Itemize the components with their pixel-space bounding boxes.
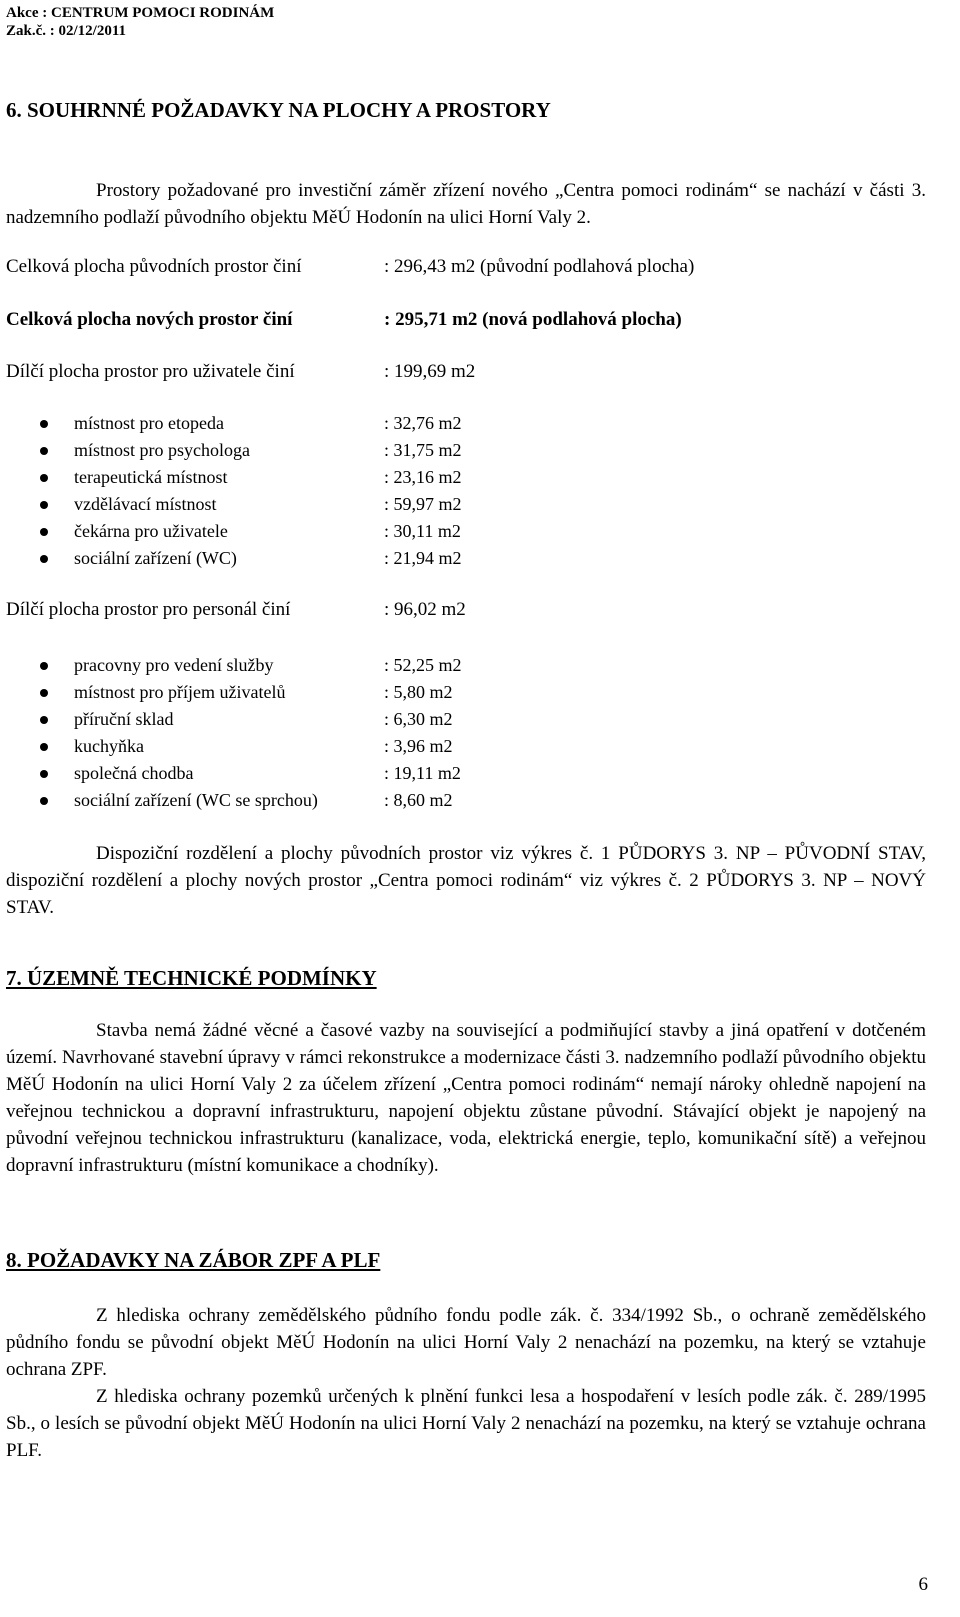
header-line-2: Zak.č. : 02/12/2011 [6, 23, 127, 39]
bullet-icon [40, 501, 48, 509]
bullet-icon [40, 474, 48, 482]
room-area: : 59,97 m2 [384, 494, 462, 514]
room-area: : 31,75 m2 [384, 440, 462, 460]
bullet-icon [40, 689, 48, 697]
room-area: : 52,25 m2 [384, 655, 462, 675]
bullet-icon [40, 528, 48, 536]
section-8-title: 8. POŽADAVKY NA ZÁBOR ZPF A PLF [6, 1248, 381, 1272]
section-8-paragraphs [6, 1302, 926, 1464]
section-8-text-2: Z hlediska ochrany pozemků určených k plnění funkci lesa a hospodaření v lesích podle zák. č. 289/1995 Sb., o lesích se původní objekt MěÚ Hodonín na ulici Horní Valy 2 nenachází na pozemku, na který se vztahuje ochrana PLF. [6, 1386, 926, 1461]
list-item [74, 410, 462, 437]
bullet-icon [40, 420, 48, 428]
room-area: : 8,60 m2 [384, 790, 453, 810]
room-area: : 5,80 m2 [384, 682, 453, 702]
list-item [74, 491, 462, 518]
list-item [74, 652, 462, 679]
room-name: příruční sklad [74, 709, 174, 729]
list-item [74, 464, 462, 491]
room-name: sociální zařízení (WC) [74, 548, 237, 568]
room-area: : 19,11 m2 [384, 763, 461, 783]
section-7-text: Stavba nemá žádné věcné a časové vazby na související a podmiňující stavby a jiná opatření v dotčeném území. Navrhované stavební úpravy v rámci rekonstrukce a modernizace části 3. nadzemního podlaží původního objektu MěÚ Hodonín na ulici Horní Valy 2 za účelem zřízení „Centra pomoci rodinám“ nemají nároky ohledně napojení na veřejnou technickou a dopravní infrastrukturu, napojení objektu zůstane původní. Stávající objekt je napojený na původní veřejnou technickou infrastrukturu (kanalizace, voda, elektrická energie, teplo, komunikační sítě) a veřejnou dopravní infrastrukturu (místní komunikace a chodníky). [6, 1020, 926, 1176]
room-name: společná chodba [74, 763, 194, 783]
list-item [74, 760, 461, 787]
list-item [74, 787, 453, 814]
summary-value-staff: : 96,02 m2 [384, 599, 466, 620]
room-name: terapeutická místnost [74, 467, 228, 487]
list-item [74, 706, 453, 733]
section-6-title: 6. SOUHRNNÉ POŽADAVKY NA PLOCHY A PROSTORY [6, 98, 551, 122]
room-area: : 21,94 m2 [384, 548, 462, 568]
summary-label-new: Celková plocha nových prostor činí [6, 309, 293, 330]
section-8-text-1: Z hlediska ochrany zemědělského půdního fondu podle zák. č. 334/1992 Sb., o ochraně zemědělského půdního fondu se původní objekt MěÚ Hodonín na ulici Horní Valy 2 nenachází na pozemku, na který se vztahuje ochrana ZPF. [6, 1305, 926, 1380]
section-6-intro [6, 177, 926, 231]
bullet-icon [40, 447, 48, 455]
summary-value-original: : 296,43 m2 (původní podlahová plocha) [384, 256, 695, 277]
bullet-icon [40, 743, 48, 751]
summary-label-staff: Dílčí plocha prostor pro personál činí [6, 599, 291, 620]
list-item [74, 679, 453, 706]
bullet-icon [40, 797, 48, 805]
room-area: : 23,16 m2 [384, 467, 462, 487]
room-area: : 6,30 m2 [384, 709, 453, 729]
bullet-icon [40, 770, 48, 778]
room-name: místnost pro psychologa [74, 440, 250, 460]
room-name: místnost pro příjem uživatelů [74, 682, 286, 702]
page-number: 6 [918, 1574, 928, 1595]
room-name: místnost pro etopeda [74, 413, 224, 433]
list-item [74, 545, 462, 572]
room-area: : 32,76 m2 [384, 413, 462, 433]
list-item [74, 518, 461, 545]
summary-value-users: : 199,69 m2 [384, 361, 476, 382]
room-name: čekárna pro uživatele [74, 521, 228, 541]
bullet-icon [40, 716, 48, 724]
room-name: kuchyňka [74, 736, 144, 756]
section-6-intro-text: Prostory požadované pro investiční záměr zřízení nového „Centra pomoci rodinám“ se nachází v části 3. nadzemního podlaží původního objektu MěÚ Hodonín na ulici Horní Valy 2. [6, 180, 926, 228]
bullet-icon [40, 662, 48, 670]
room-area: : 30,11 m2 [384, 521, 461, 541]
summary-label-users: Dílčí plocha prostor pro uživatele činí [6, 361, 295, 382]
disposition-text: Dispoziční rozdělení a plochy původních prostor viz výkres č. 1 PŮDORYS 3. NP – PŮVODNÍ STAV, dispoziční rozdělení a plochy nových prostor „Centra pomoci rodinám“ viz výkres č. 2 PŮDORYS 3. NP – NOVÝ STAV. [6, 843, 926, 918]
summary-value-new: : 295,71 m2 (nová podlahová plocha) [384, 309, 682, 330]
section-7-paragraph [6, 1017, 926, 1179]
summary-label-original: Celková plocha původních prostor činí [6, 256, 302, 277]
section-7-title: 7. ÚZEMNĚ TECHNICKÉ PODMÍNKY [6, 966, 377, 990]
room-name: sociální zařízení (WC se sprchou) [74, 790, 318, 810]
bullet-icon [40, 555, 48, 563]
list-item [74, 733, 453, 760]
header-line-1: Akce : CENTRUM POMOCI RODINÁM [6, 5, 275, 21]
list-item [74, 437, 462, 464]
room-name: pracovny pro vedení služby [74, 655, 274, 675]
room-area: : 3,96 m2 [384, 736, 453, 756]
room-name: vzdělávací místnost [74, 494, 217, 514]
disposition-paragraph [6, 840, 926, 921]
